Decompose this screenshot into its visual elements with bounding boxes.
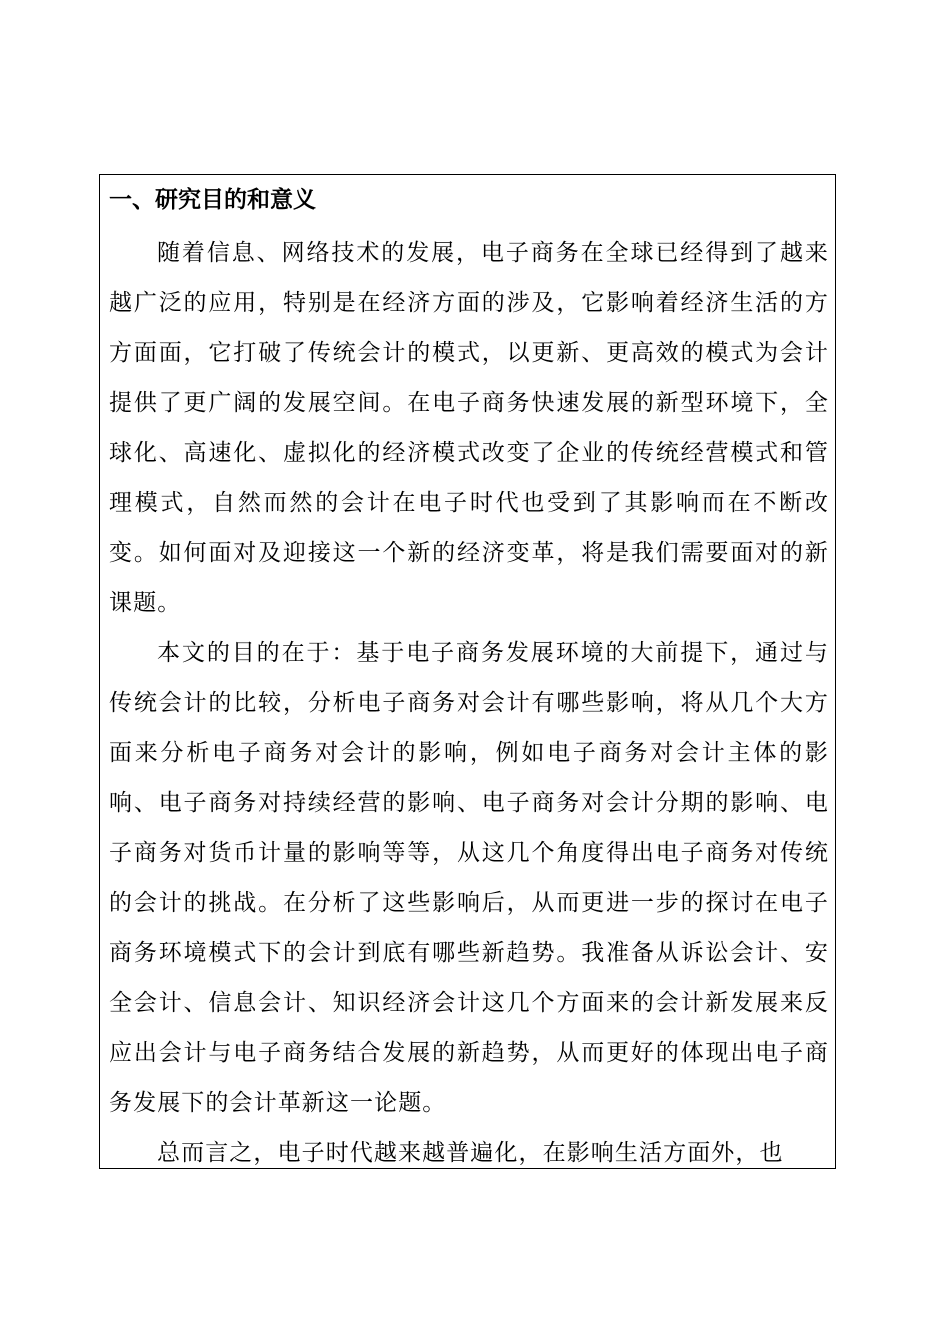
section-heading: 一、研究目的和意义 bbox=[109, 186, 316, 213]
paragraph-summary: 总而言之，电子时代越来越普遍化，在影响生活方面外，也 bbox=[157, 1140, 784, 1166]
section-body bbox=[109, 182, 829, 1169]
paragraph-background: 随着信息、网络技术的发展，电子商务在全球已经得到了越来越广泛的应用，特别是在经济方面的涉及，它影响着经济生活的方方面面，它打破了传统会计的模式，以更新、更高效的模式为会计提供了更广阔的发展空间。在电子商务快速发展的新型环境下，全球化、高速化、虚拟化的经济模式改变了企业的传统经营模式和管理模式，自然而然的会计在电子时代也受到了其影响而在不断改变。如何面对及迎接这一个新的经济变革，将是我们需要面对的新课题。 bbox=[109, 240, 829, 616]
paragraph-purpose: 本文的目的在于：基于电子商务发展环境的大前提下，通过与传统会计的比较，分析电子商务对会计有哪些影响，将从几个大方面来分析电子商务对会计的影响，例如电子商务对会计主体的影响、电子商务对持续经营的影响、电子商务对会计分期的影响、电子商务对货币计量的影响等等，从这几个角度得出电子商务对传统的会计的挑战。在分析了这些影响后，从而更进一步的探讨在电子商务环境模式下的会计到底有哪些新趋势。我准备从诉讼会计、安全会计、信息会计、知识经济会计这几个方面来的会计新发展来反应出会计与电子商务结合发展的新趋势，从而更好的体现出电子商务发展下的会计革新这一论题。 bbox=[109, 640, 829, 1116]
content-table-cell bbox=[99, 174, 836, 1169]
